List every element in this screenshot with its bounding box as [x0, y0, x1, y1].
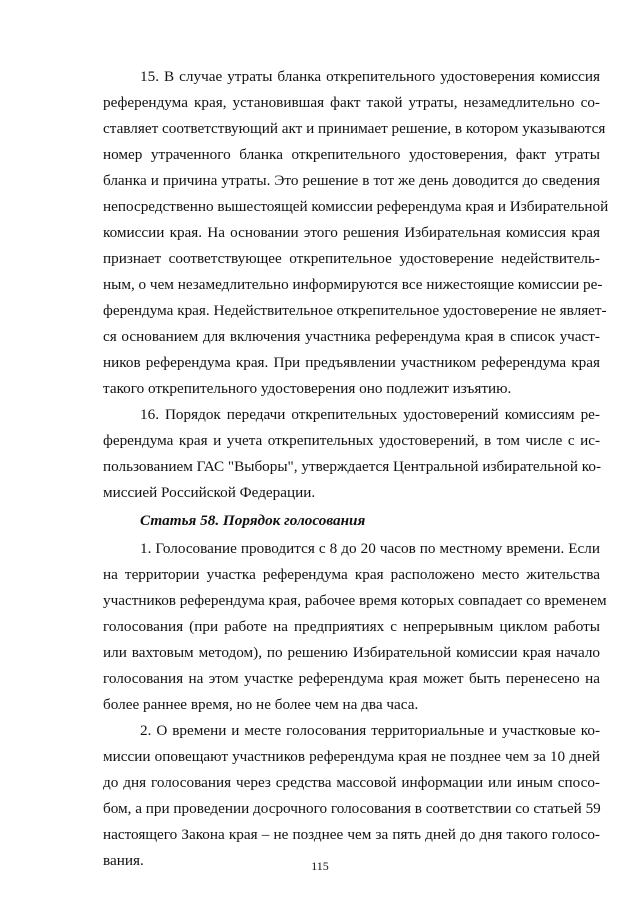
text-line: ным, о чем незамедлительно информируются все нижестоящие комиссии ре-: [103, 276, 603, 293]
text-line: вания.: [103, 852, 144, 869]
text-line: более раннее время, но не более чем на два часа.: [103, 696, 419, 713]
text-line: ставляет соответствующий акт и принимает решение, в котором указываются: [103, 120, 606, 137]
text-line: ников референдума края. При предъявлении участником референдума края: [103, 354, 600, 371]
text-line: номер утраченного бланка открепительного удостоверения, факт утраты: [103, 146, 600, 163]
text-line: настоящего Закона края – не позднее чем за пять дней до дня такого голосо-: [103, 826, 600, 843]
text-line: бланка и причина утраты. Это решение в тот же день доводится до сведения: [103, 172, 600, 189]
text-line: миссией Российской Федерации.: [103, 484, 316, 501]
text-line: бом, а при проведении досрочного голосования в соответствии со статьей 59: [103, 800, 601, 817]
text-line: 15. В случае утраты бланка открепительного удостоверения комиссия: [140, 68, 600, 85]
text-line: голосования (при работе на предприятиях с непрерывным циклом работы: [103, 618, 600, 635]
text-line: или вахтовым методом), по решению Избирательной комиссии края начало: [103, 644, 600, 661]
text-line: ферендума края и учета открепительных удостоверений, в том числе с ис-: [103, 432, 600, 449]
text-line: комиссии края. На основании этого решения Избирательная комиссия края: [103, 224, 600, 241]
text-line: ферендума края. Недействительное открепительное удостоверение не являет-: [103, 302, 607, 319]
text-line: ся основанием для включения участника референдума края в список участ-: [103, 328, 600, 345]
text-line: участников референдума края, рабочее время которых совпадает со временем: [103, 592, 607, 609]
text-line: 1. Голосование проводится с 8 до 20 часов по местному времени. Если: [140, 540, 600, 557]
text-line: референдума края, установившая факт такой утраты, незамедлительно со-: [103, 94, 600, 111]
text-line: такого открепительного удостоверения оно подлежит изъятию.: [103, 380, 512, 397]
article-heading: Статья 58. Порядок голосования: [140, 512, 366, 529]
text-line: голосования на этом участке референдума края может быть перенесено на: [103, 670, 600, 687]
text-line: непосредственно вышестоящей комиссии референдума края и Избирательной: [103, 198, 609, 215]
text-line: на территории участка референдума края расположено место жительства: [103, 566, 600, 583]
text-line: 16. Порядок передачи открепительных удостоверений комиссиям ре-: [140, 406, 600, 423]
text-line: миссии оповещают участников референдума края не позднее чем за 10 дней: [103, 748, 600, 765]
text-line: пользованием ГАС "Выборы", утверждается Центральной избирательной ко-: [103, 458, 602, 475]
text-line: 2. О времени и месте голосования территориальные и участковые ко-: [140, 722, 600, 739]
text-line: признает соответствующее открепительное удостоверение недействитель-: [103, 250, 600, 267]
page-number: 115: [311, 859, 329, 873]
text-line: до дня голосования через средства массовой информации или иным спосо-: [103, 774, 600, 791]
